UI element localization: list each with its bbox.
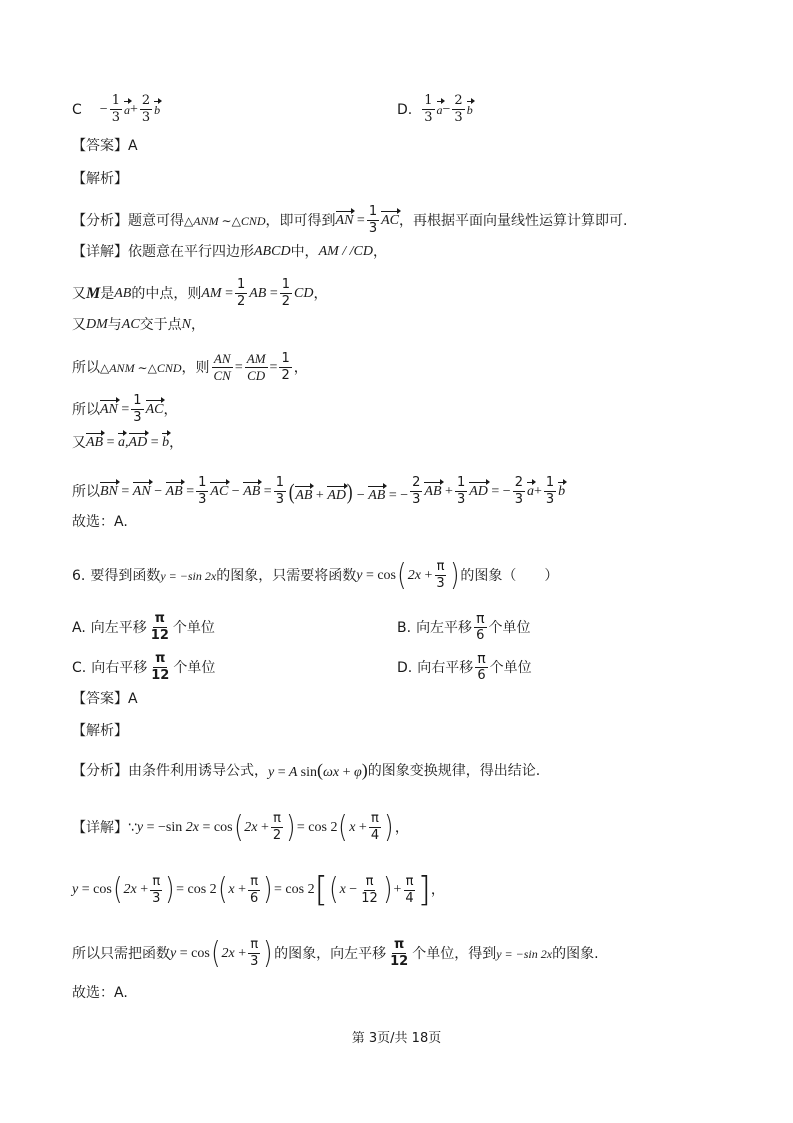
q6-option-a: A. 向左平移 $\frac{\pi}{12}$ 个单位 (72, 611, 215, 643)
q6-derivation: y = cos ( 2x + $\frac{\pi}{3}$ ) = cos 2 ( x + $\frac{\pi}{6}$ ) = cos 2 [ ( x − $\frac{\pi}{12}$ ) + $\frac{\pi}{4}$ ] ， (72, 870, 445, 910)
fraction: $\frac{2}{3}$ (454, 93, 463, 125)
q6-choose: 故选：A. (72, 985, 128, 1001)
q5-line-an: 所以 AN = $\frac{1}{3}$ AC ， (72, 393, 178, 425)
q5-line-ab: 又 AB = a,AD = b ， (72, 435, 184, 451)
q6-option-d: D. 向右平移 $\frac{\pi}{6}$ 个单位 (397, 651, 532, 683)
q6-xiangjie: 【详解】 ∵ y = −sin 2x = cos ( 2x + $\frac{\pi}{2}$ ) = cos 2 ( x + $\frac{\pi}{4}$ ) ， (72, 809, 409, 845)
q6-stem: 6. 要得到函数 y = −sin 2x 的图象，只需要将函数 y = cos ( 2x + $\frac{\pi}{3}$ ) 的图象（ ） (72, 557, 559, 593)
fraction: $\frac{2}{3}$ (141, 93, 151, 125)
q6-fenxi: 【分析】 由条件利用诱导公式， y = A sin(ωx + φ) 的图象变换规律，得出结论. (72, 760, 541, 780)
q6-option-c: C. 向右平移 $\frac{\pi}{12}$ 个单位 (72, 651, 216, 683)
q5-analysis-heading: 【解析】 (72, 171, 128, 187)
q5-answer: 【答案】 A (72, 138, 138, 154)
fraction: $\frac{1}{3}$ (111, 93, 120, 125)
option-c: C − $\frac{1}{3}$ a + $\frac{2}{3}$ b (72, 93, 161, 125)
q5-line-dm: 又 DM 与 AC 交于点 N ， (72, 317, 206, 333)
q6-analysis-heading: 【解析】 (72, 723, 128, 739)
fraction: $\frac{1}{3}$ (424, 93, 433, 125)
q5-line-sim: 所以 △ANM ∼△CND ，则 $\frac{AN}{CN}$ = $\frac{AM}{CD}$ = $\frac{1}{2}$ ， (72, 351, 308, 383)
q5-xiangjie: 【详解】 依题意在平行四边形 ABCD 中， AM / /CD ， (72, 244, 388, 260)
q6-option-b: B. 向左平移 $\frac{\pi}{6}$ 个单位 (397, 611, 531, 643)
option-d: D. $\frac{1}{3}$ a − $\frac{2}{3}$ b (397, 93, 473, 125)
option-c-label: C (72, 101, 82, 118)
q6-final: 所以只需把函数 y = cos ( 2x + $\frac{\pi}{3}$ ) 的图象，向左平移 $\frac{\pi}{12}$ 个单位，得到 y = −sin 2x 的图象. (72, 935, 599, 971)
q5-fenxi: 【分析】 题意可得 △ANM ∼△CND ，即可得到 AN = $\frac{1}{3}$ AC ，再根据平面向量线性运算计算即可. (72, 204, 628, 236)
q5-line-m: 又 M 是 AB 的中点，则 AM = $\frac{1}{2}$ AB = $\frac{1}{2}$ CD ， (72, 277, 328, 309)
option-d-label: D. (397, 101, 413, 118)
page-footer: 第 3页/共 18页 (351, 1031, 442, 1046)
q6-answer: 【答案】 A (72, 691, 138, 707)
q5-choose: 故选：A. (72, 514, 128, 530)
q5-line-bn: 所以 BN = AN − AB = $\frac{1}{3}$ AC − AB = $\frac{1}{3}$ (AB + AD) − AB = − $\frac{2}{3}$ AB + $\frac{1}{3}$ AD = − $\frac{2}{3}$ a + $\frac{1}{3}$ b (72, 475, 566, 507)
